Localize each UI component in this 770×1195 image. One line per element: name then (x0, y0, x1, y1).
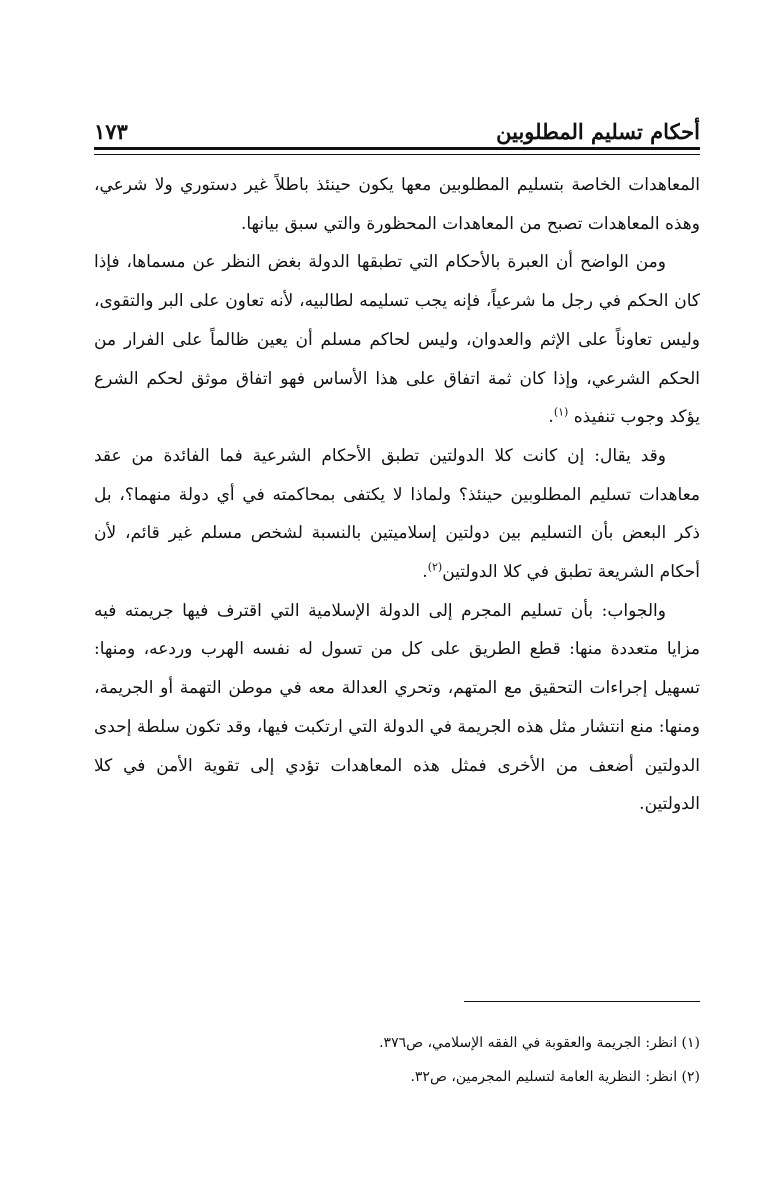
paragraph-2-text: ومن الواضح أن العبرة بالأحكام التي تطبقها الدولة بغض النظر عن مسماها، فإذا كان الحكم في رجل ما شرعياً، فإنه يجب تسليمه لطالبيه، لأنه تعاون على البر والتقوى، وليس تعاوناً على الإثم والعدوان، وليس لحاكم مسلم أن يعين ظالماً على الفرار من الحكم الشرعي، وإذا كان ثمة اتفاق على هذا الأساس فهو اتفاق موثق لحكم الشرع يؤكد وجوب تنفيذه (94, 252, 700, 428)
paragraph-4: والجواب: بأن تسليم المجرم إلى الدولة الإسلامية التي اقترف فيها جريمته فيه مزايا متعددة منها: قطع الطريق على كل من تسول له نفسه الهرب وردعه، ومنها: تسهيل إجراءات التحقيق مع المتهم، وتحري العدالة معه في موطن التهمة أو الجريمة، ومنها: منع انتشار مثل هذه الجريمة في الدولة التي ارتكبت فيها، وقد تكون سلطة إحدى الدولتين أضعف من الأخرى فمثل هذه المعاهدات تؤدي إلى تقوية الأمن في كلا الدولتين. (94, 600, 700, 815)
footnote-ref-1: (١) (553, 405, 569, 419)
paragraph-1: المعاهدات الخاصة بتسليم المطلوبين معها يكون حينئذ باطلاً غير دستوري ولا شرعي، وهذه المعاهدات تصبح من المعاهدات المحظورة والتي سبق بيانها. (94, 175, 700, 234)
paragraph-3 (94, 437, 700, 592)
body-text (94, 166, 700, 824)
paragraph-2 (94, 243, 700, 437)
footnote-ref-2: (٢) (427, 560, 443, 574)
footnote-1: (١) انظر: الجريمة والعقوبة في الفقه الإسلامي، ص٣٧٦. (379, 1035, 700, 1051)
running-title: أحكام تسليم المطلوبين (496, 119, 700, 144)
footnote-separator (464, 1001, 700, 1002)
header-rule-thick (94, 147, 700, 150)
footnotes (94, 1026, 700, 1094)
page-header (94, 104, 700, 144)
paragraph-3-text: وقد يقال: إن كانت كلا الدولتين تطبق الأحكام الشرعية فما الفائدة من عقد معاهدات تسليم المطلوبين حينئذ؟ ولماذا لا يكتفى بمحاكمته في أي دولة منهما؟، بل ذكر البعض بأن التسليم بين دولتين إسلاميتين بالنسبة لشخص مسلم غير قائم، لأن أحكام الشريعة تطبق في كلا الدولتين (94, 445, 700, 583)
header-rule-thin (94, 154, 700, 155)
paragraph-2-end: . (548, 407, 554, 428)
paragraph-3-end: . (422, 562, 428, 583)
page-number: ١٧٣ (94, 119, 128, 144)
footnote-2: (٢) انظر: النظرية العامة لتسليم المجرمين، ص٣٢. (410, 1069, 700, 1085)
